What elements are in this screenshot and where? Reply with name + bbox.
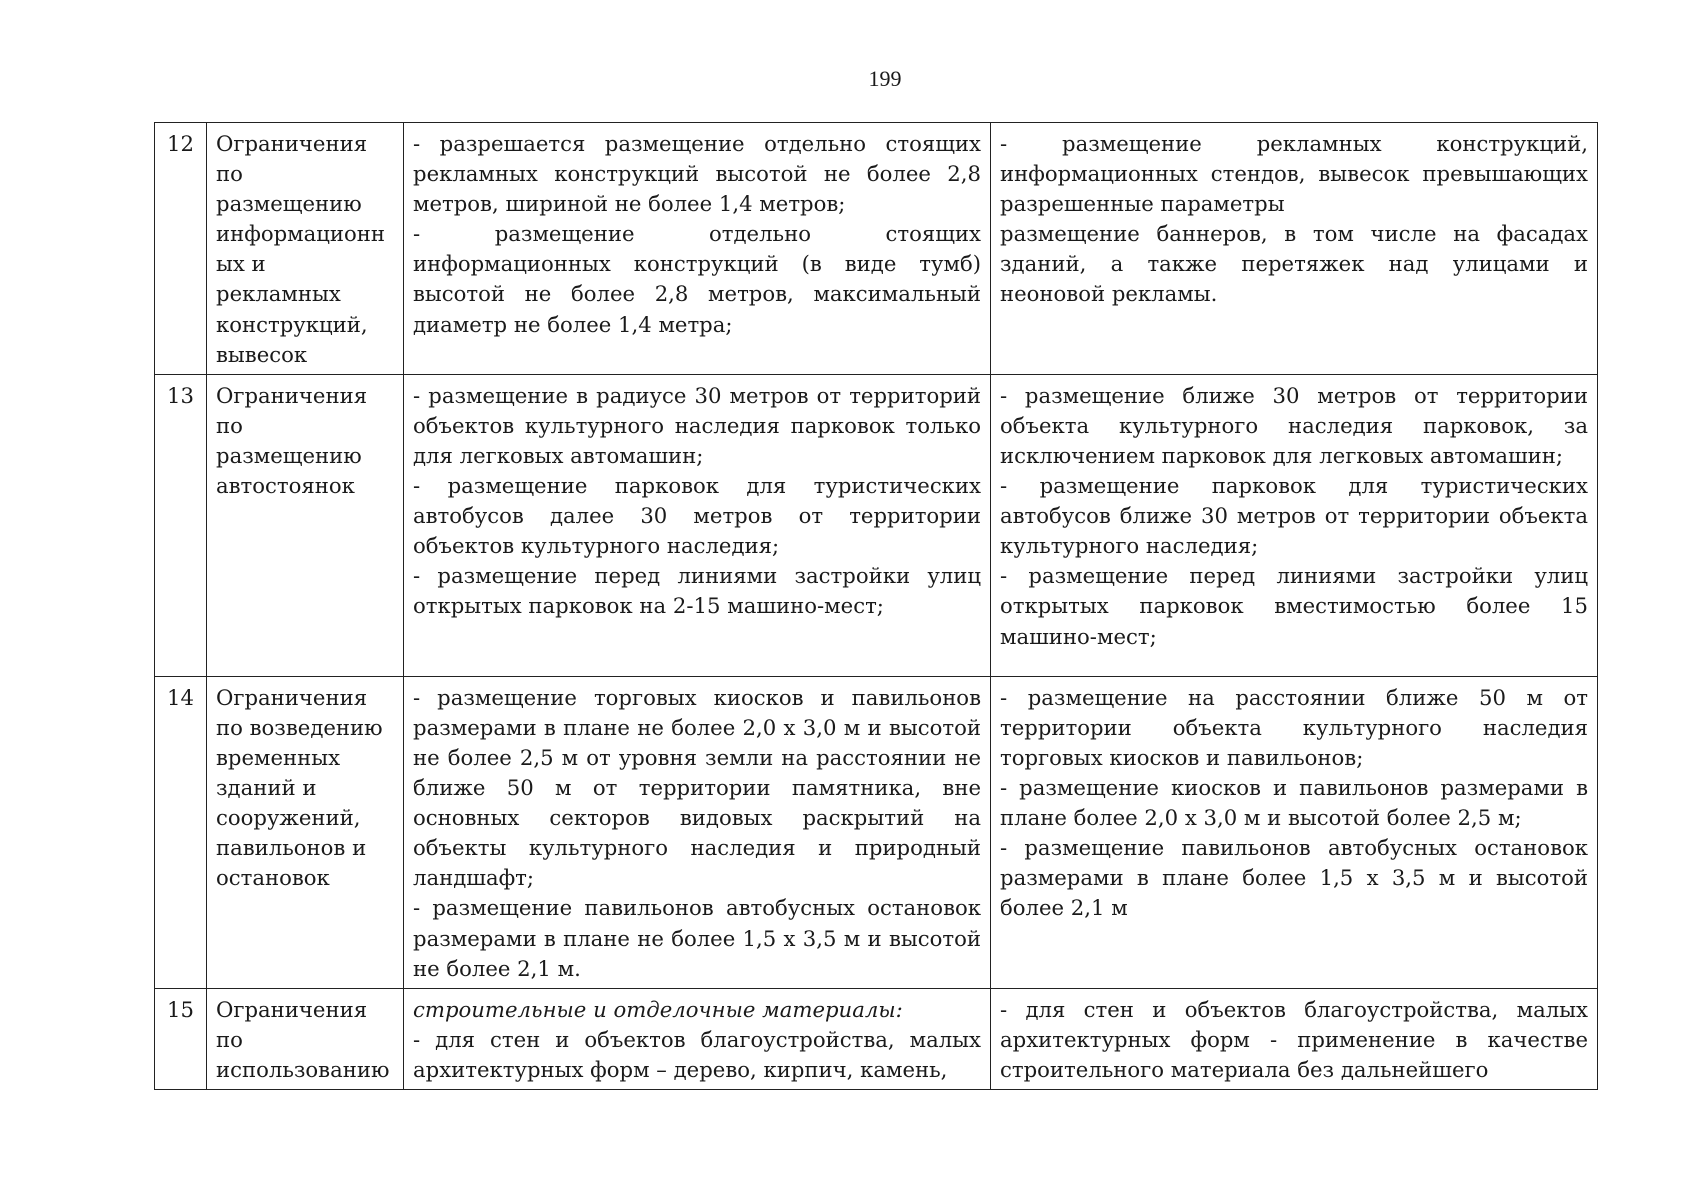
forbidden-clip (1000, 995, 1588, 1085)
forbidden-item: - для стен и объектов благоустройства, малых архитектурных форм - применение в качестве строительного материала без дальнейшего (1000, 996, 1588, 1082)
allowed-cell (404, 988, 991, 1089)
allowed-cell (404, 123, 991, 375)
forbidden-cell (991, 988, 1598, 1089)
table-row (155, 374, 1598, 676)
restriction-title: Ограничения по размещению автостоянок (207, 374, 404, 676)
allowed-item: - размещение перед линиями застройки улиц открытых парковок на 2-15 машино-мест; (413, 563, 981, 619)
forbidden-item: - размещение парковок для туристических автобусов ближе 30 метров от территории объекта культурного наследия; (1000, 473, 1588, 559)
row-number (155, 988, 207, 1089)
forbidden-item: - размещение перед линиями застройки улиц открытых парковок вместимостью более 15 машино-мест; (1000, 563, 1588, 649)
restriction-title: Ограничения по возведению временных зданий и сооружений, павильонов и остановок (207, 676, 404, 988)
row-number: 14 (155, 676, 207, 988)
allowed-heading: строительные и отделочные материалы: (413, 996, 903, 1022)
regulations-table (154, 122, 1598, 1090)
allowed-cell (404, 676, 991, 988)
row-number: 13 (155, 374, 207, 676)
page-number: 199 (868, 66, 902, 91)
allowed-item: - для стен и объектов благоустройства, малых архитектурных форм – дерево, кирпич, камень, (413, 1026, 981, 1082)
restriction-title: Ограничения по размещению информационн ых и рекламных конструкций, вывесок (207, 123, 404, 375)
forbidden-item: - размещение на расстоянии ближе 50 м от территории объекта культурного наследия торговых киосков и павильонов; (1000, 684, 1588, 770)
restriction-title: Ограничения по использованию (216, 996, 390, 1082)
forbidden-item: - размещение рекламных конструкций, информационных стендов, вывесок превышающих разрешенные параметры (1000, 131, 1588, 217)
forbidden-cell (991, 123, 1598, 375)
allowed-item: - размещение торговых киосков и павильонов размерами в плане не более 2,0 х 3,0 м и высотой не более 2,5 м от уровня земли на расстоянии не ближе 50 м от территории памятника, вне основных секторов видовых раскрытий на объекты культурного наследия и природный ландшафт; (413, 684, 981, 891)
allowed-item: - разрешается размещение отдельно стоящих рекламных конструкций высотой не более 2,8 метров, шириной не более 1,4 метров; (413, 131, 981, 217)
allowed-item: - размещение парковок для туристических автобусов далее 30 метров от территории объектов культурного наследия; (413, 473, 981, 559)
forbidden-cell (991, 374, 1598, 676)
restriction-title-cell (207, 988, 404, 1089)
row-number: 12 (155, 123, 207, 375)
row-number-text: 15 (167, 996, 194, 1022)
forbidden-cell (991, 676, 1598, 988)
forbidden-item: - размещение павильонов автобусных остановок размерами в плане более 1,5 х 3,5 м и высотой более 2,1 м (1000, 835, 1588, 921)
allowed-item: - размещение отдельно стоящих информационных конструкций (в виде тумб) высотой не более 2,8 метров, максимальный диаметр не более 1,4 метра; (413, 221, 981, 337)
forbidden-item: размещение баннеров, в том числе на фасадах зданий, а также перетяжек над улицами и неоновой рекламы. (1000, 221, 1588, 307)
allowed-cell (404, 374, 991, 676)
table-row (155, 988, 1598, 1089)
allowed-clip (413, 995, 981, 1085)
table-row (155, 123, 1598, 375)
allowed-item: - размещение павильонов автобусных остановок размерами в плане не более 1,5 х 3,5 м и высотой не более 2,1 м. (413, 895, 981, 981)
forbidden-item: - размещение ближе 30 метров от территории объекта культурного наследия парковок, за исключением парковок для легковых автомашин; (1000, 382, 1588, 468)
table-row (155, 676, 1598, 988)
allowed-item: - размещение в радиусе 30 метров от территорий объектов культурного наследия парковок только для легковых автомашин; (413, 382, 981, 468)
forbidden-item: - размещение киосков и павильонов размерами в плане более 2,0 х 3,0 м и высотой более 2,5 м; (1000, 775, 1588, 831)
